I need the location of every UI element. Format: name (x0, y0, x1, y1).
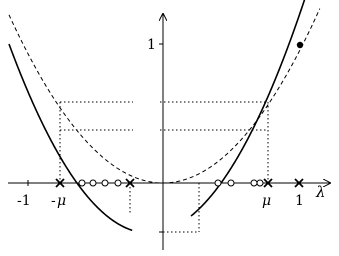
filled-dot (297, 42, 303, 48)
circle-6 (228, 180, 234, 186)
label-y-one: 1 (147, 37, 156, 53)
circle-8 (257, 180, 263, 186)
circle-5 (215, 180, 221, 186)
circle-1 (79, 180, 85, 186)
dashed-parabola (9, 9, 320, 183)
label-minus-one: -1 (17, 193, 31, 209)
label-lambda: λ (316, 183, 326, 201)
label-minus-mu-symbol: μ (57, 193, 67, 209)
circle-3 (102, 180, 108, 186)
label-one: 1 (295, 193, 304, 209)
dotted-guides (60, 102, 268, 232)
label-mu: μ (262, 193, 272, 209)
label-minus-mu-sign: - (51, 193, 56, 209)
circle-4 (115, 180, 121, 186)
circle-2 (90, 180, 96, 186)
circle-7 (251, 180, 257, 186)
